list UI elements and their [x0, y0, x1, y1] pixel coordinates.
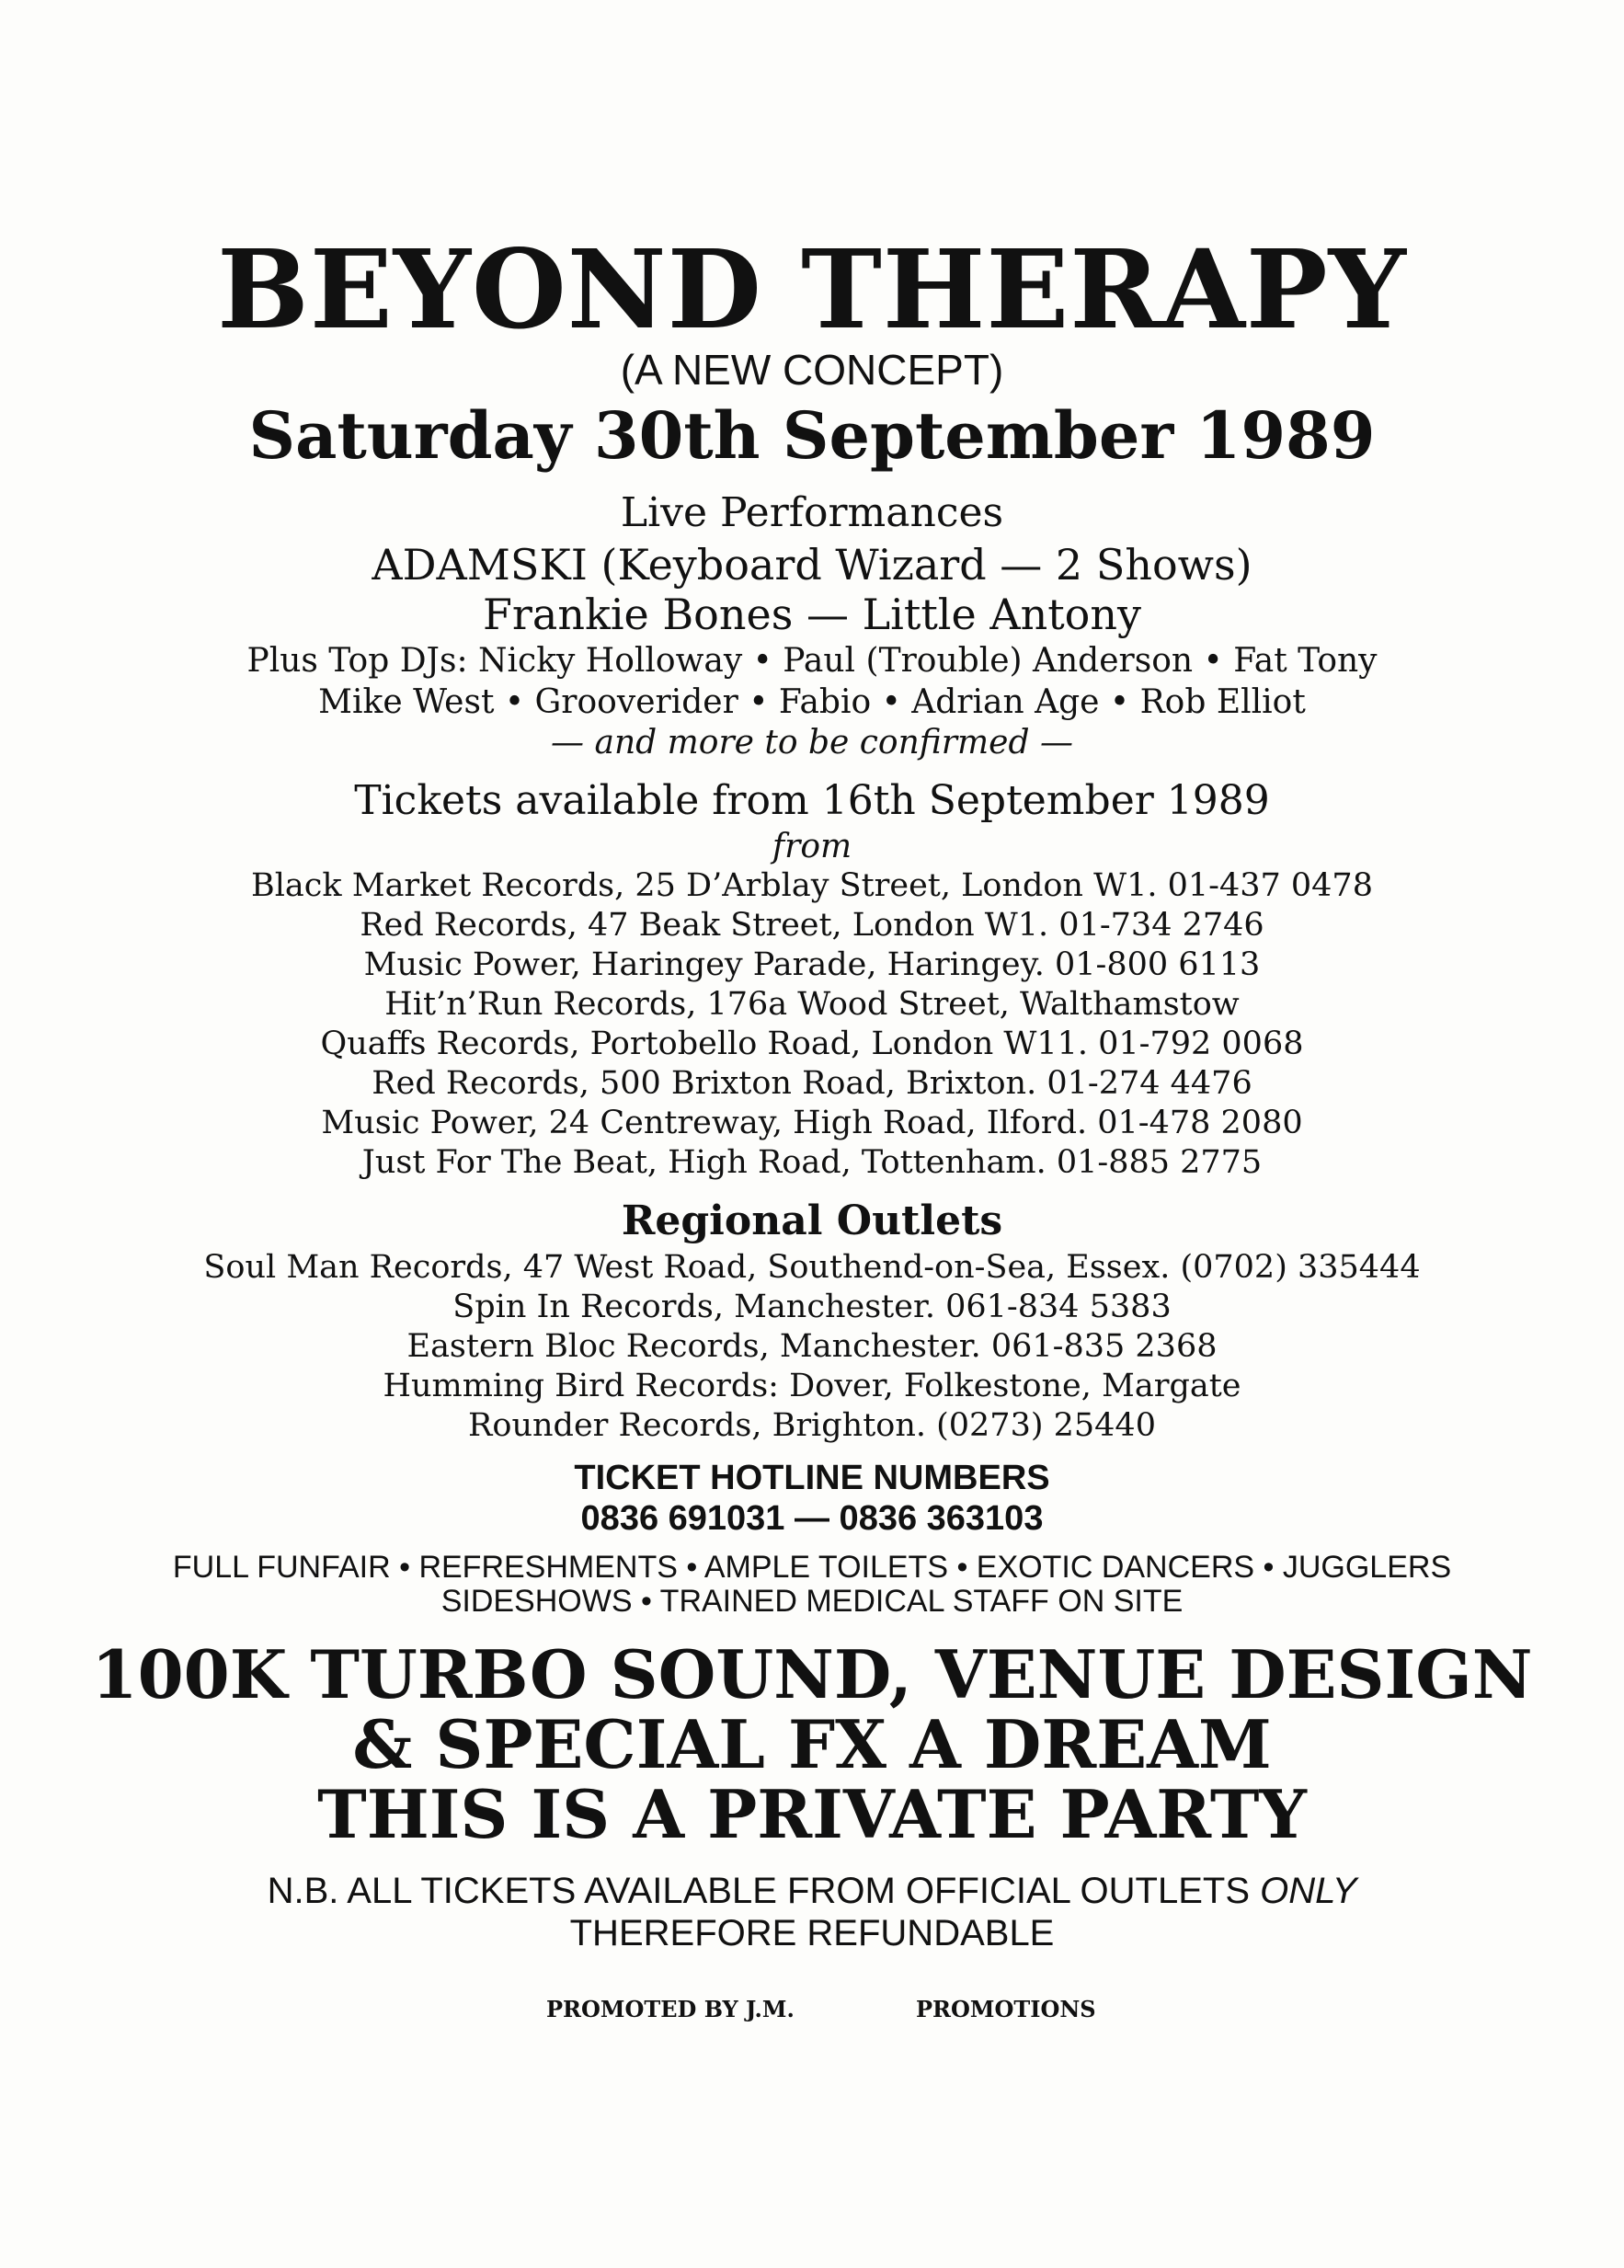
djs-line-2: Mike West • Grooverider • Fabio • Adrian Age • Rob Elliot [318, 683, 1306, 721]
support-acts-line: Frankie Bones — Little Antony [482, 590, 1141, 639]
regional-outlet-line: Rounder Records, Brighton. (0273) 25440 [468, 1407, 1156, 1444]
outlet-line: Music Power, 24 Centreway, High Road, Ilford. 01-478 2080 [321, 1105, 1303, 1141]
hotline-heading: TICKET HOTLINE NUMBERS [574, 1459, 1050, 1497]
promoted-by-label: PROMOTED BY J.M. [546, 1996, 795, 2022]
nb-line-1-main: N.B. ALL TICKETS AVAILABLE FROM OFFICIAL OUTLETS [267, 1871, 1251, 1911]
outlet-line: Just For The Beat, High Road, Tottenham. 01-885 2775 [361, 1144, 1263, 1181]
more-to-be-confirmed: — and more to be confirmed — [551, 724, 1073, 762]
nb-line-1-italic: ONLY [1260, 1871, 1357, 1911]
headliner-line: ADAMSKI (Keyboard Wizard — 2 Shows) [372, 540, 1252, 590]
outlet-line: Red Records, 500 Brixton Road, Brixton. 01-274 4476 [372, 1065, 1252, 1102]
sound-headline-2: & SPECIAL FX A DREAM [352, 1705, 1272, 1783]
outlet-line: Black Market Records, 25 D’Arblay Street, London W1. 01-437 0478 [251, 867, 1373, 904]
nb-line-2: THEREFORE REFUNDABLE [569, 1913, 1055, 1953]
regional-outlet-line: Humming Bird Records: Dover, Folkestone, Margate [383, 1368, 1241, 1404]
regional-outlets-heading: Regional Outlets [621, 1197, 1003, 1244]
sound-headline-1: 100K TURBO SOUND, VENUE DESIGN [91, 1635, 1533, 1713]
regional-outlet-line: Eastern Bloc Records, Manchester. 061-835 2368 [406, 1328, 1218, 1365]
flyer-title: BEYOND THERAPY [217, 225, 1407, 353]
djs-line-1: Plus Top DJs: Nicky Holloway • Paul (Trouble) Anderson • Fat Tony [246, 642, 1378, 680]
outlet-line: Quaffs Records, Portobello Road, London W11. 01-792 0068 [320, 1025, 1304, 1062]
amenities-line-2: SIDESHOWS • TRAINED MEDICAL STAFF ON SITE [440, 1584, 1184, 1619]
promotions-label: PROMOTIONS [916, 1996, 1096, 2022]
tickets-heading: Tickets available from 16th September 1989 [354, 777, 1270, 824]
regional-outlet-line: Soul Man Records, 47 West Road, Southend-on-Sea, Essex. (0702) 335444 [203, 1249, 1421, 1286]
regional-outlet-line: Spin In Records, Manchester. 061-834 5383 [452, 1289, 1172, 1325]
amenities-line-1: FULL FUNFAIR • REFRESHMENTS • AMPLE TOILETS • EXOTIC DANCERS • JUGGLERS [172, 1550, 1452, 1585]
flyer-subtitle: (A NEW CONCEPT) [620, 346, 1004, 394]
hotline-numbers: 0836 691031 — 0836 363103 [580, 1499, 1044, 1538]
private-party-headline: THIS IS A PRIVATE PARTY [317, 1775, 1307, 1853]
outlet-line: Music Power, Haringey Parade, Haringey. 01-800 6113 [363, 946, 1261, 983]
event-date: Saturday 30th September 1989 [248, 397, 1376, 474]
outlet-line: Red Records, 47 Beak Street, London W1. 01-734 2746 [360, 907, 1264, 944]
outlet-line: Hit’n’Run Records, 176a Wood Street, Walthamstow [384, 986, 1240, 1023]
nb-line-1 [0, 1871, 1624, 1912]
from-label: from [772, 828, 852, 865]
live-performances-heading: Live Performances [620, 489, 1004, 536]
